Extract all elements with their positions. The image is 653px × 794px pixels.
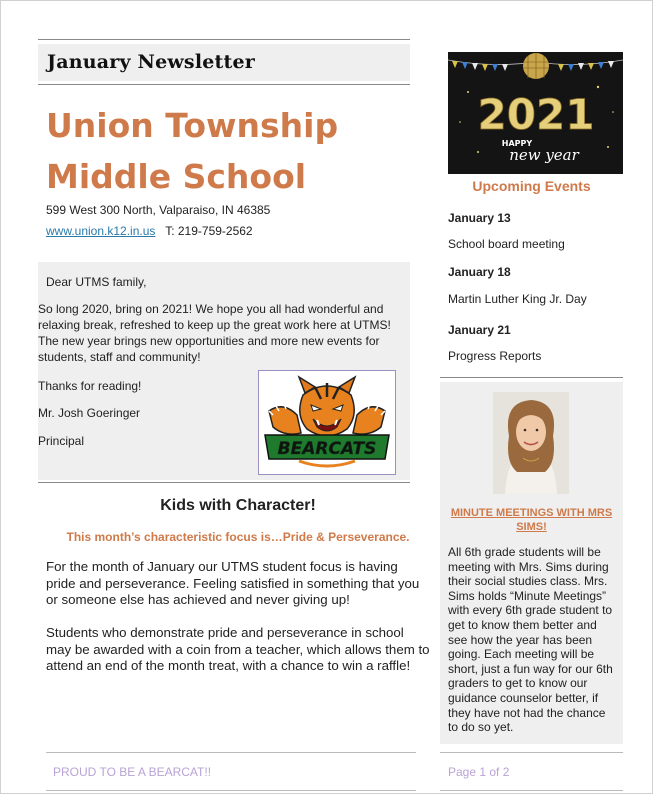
- event-date: January 13: [448, 211, 511, 225]
- letter-closing: Thanks for reading!: [38, 379, 142, 393]
- upcoming-events-heading: Upcoming Events: [472, 178, 591, 194]
- contact-line: [46, 224, 253, 238]
- banner-year: 2021: [477, 90, 595, 139]
- person-portrait-icon: [493, 392, 569, 494]
- character-paragraph-1: For the month of January our UTMS student focus is having pride and perseverance. Feeling satisfied in something that you or someone else has achieved and never giving up!: [46, 559, 420, 607]
- event-date: January 18: [448, 265, 511, 279]
- event-date: January 21: [448, 323, 511, 337]
- bearcats-logo: [258, 370, 396, 475]
- counselor-photo: [493, 392, 569, 494]
- letter-divider: [38, 482, 410, 483]
- footer-divider-top-right: [440, 752, 623, 753]
- letter-body: So long 2020, bring on 2021! We hope you all had wonderful and relaxing break, refreshed to keep up the great work here at UTMS! The new year brings new opportunities and more new events for students, staff and community!: [38, 302, 391, 364]
- new-year-banner-graphic: [448, 52, 623, 174]
- letter-greeting: Dear UTMS family,: [46, 275, 147, 289]
- banner-new-year: new year: [509, 146, 579, 164]
- website-link[interactable]: www.union.k12.in.us: [46, 224, 156, 238]
- letter-signer: Mr. Josh Goeringer: [38, 406, 141, 420]
- new-year-banner: [448, 52, 623, 174]
- school-address: 599 West 300 North, Valparaiso, IN 46385: [46, 203, 271, 217]
- bearcat-mascot-icon: [259, 371, 395, 474]
- school-name-line2: Middle School: [46, 157, 307, 196]
- header-divider-bottom: [38, 84, 410, 85]
- newsletter-title: January Newsletter: [47, 51, 255, 73]
- school-name: [46, 100, 406, 202]
- events-divider: [440, 377, 623, 378]
- banner-happy: HAPPY: [501, 139, 533, 148]
- footer-divider-bottom-right: [440, 790, 623, 791]
- footer-divider-top-left: [46, 752, 416, 753]
- phone-number: T: 219-759-2562: [165, 224, 253, 238]
- character-paragraph-2: Students who demonstrate pride and perseverance in school may be awarded with a coin from a teacher, which allows them to attend an end of the month treat, with a chance to win a raffle!: [46, 625, 430, 673]
- event-name: School board meeting: [448, 237, 565, 251]
- footer-slogan: PROUD TO BE A BEARCAT!!: [53, 765, 212, 779]
- logo-text: BEARCATS: [277, 439, 377, 459]
- page-number: Page 1 of 2: [448, 765, 510, 779]
- letter-signer-role: Principal: [38, 434, 85, 448]
- footer-divider-bottom-left: [46, 790, 416, 791]
- monthly-focus-line: This month’s characteristic focus is…Pride & Perseverance.: [66, 530, 410, 544]
- event-name: Martin Luther King Jr. Day: [448, 292, 587, 306]
- minute-meetings-heading[interactable]: MINUTE MEETINGS WITH MRS SIMS!: [450, 507, 613, 533]
- header-divider-top: [38, 39, 410, 40]
- kids-character-heading: Kids with Character!: [160, 497, 316, 514]
- school-name-line1: Union Township: [46, 106, 339, 145]
- minute-meetings-body: All 6th grade students will be meeting with Mrs. Sims during their social studies class. Mrs. Sims holds “Minute Meetings” with every 6th grade student to get to know them better and see how the year has been going. Each meeting will be short, just a fun way for our 6th graders to get to know our guidance counselor better, if they have not had the chance to do so yet.: [448, 545, 613, 735]
- event-name: Progress Reports: [448, 349, 542, 363]
